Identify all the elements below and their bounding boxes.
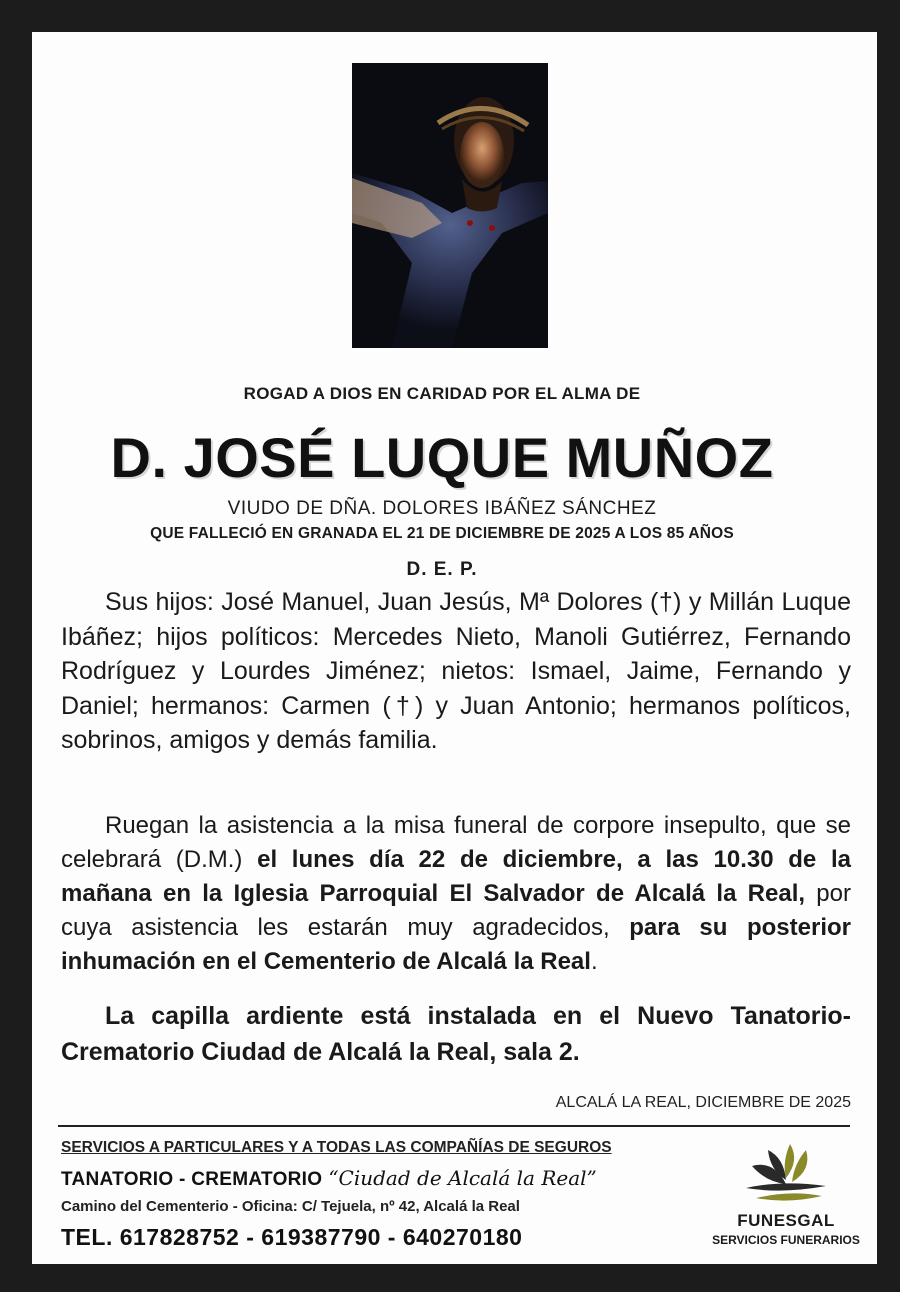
crucifix-image	[352, 63, 548, 348]
services-line: SERVICIOS A PARTICULARES Y A TODAS LAS COMPAÑÍAS DE SEGUROS	[61, 1139, 612, 1156]
phone-numbers: TEL. 617828752 - 619387790 - 640270180	[61, 1224, 523, 1250]
tanatorio-name: “Ciudad de Alcalá la Real”	[328, 1166, 597, 1190]
address-line: Camino del Cementerio - Oficina: C/ Tejuela, nº 42, Alcalá la Real	[61, 1198, 520, 1215]
funeral-date-place: el lunes día 22 de diciembre, a las 10.30 de la mañana en la Iglesia Parroquial El Salvador de Alcalá la Real,	[61, 846, 851, 907]
prayer-heading: ROGAD A DIOS EN CARIDAD POR EL ALMA DE	[243, 384, 641, 403]
family-paragraph: Sus hijos: José Manuel, Juan Jesús, Mª Dolores (†) y Millán Luque Ibáñez; hijos políticos: Mercedes Nieto, Manoli Gutiérrez, Fernando Rodríguez y Lourdes Jiménez; nietos: Ismael, Jaime, Fernando y Daniel; hermanos: Carmen (†) y Juan Antonio; hermanos políticos, sobrinos, amigos y demás familia.	[61, 588, 851, 754]
logo-subtitle: SERVICIOS FUNERARIOS	[712, 1233, 860, 1247]
funeral-text: .	[590, 948, 598, 975]
chapel-paragraph: La capilla ardiente está instalada en el Nuevo Tanatorio-Crematorio Ciudad de Alcalá la Real, sala 2.	[61, 1002, 851, 1066]
funeral-paragraph	[61, 809, 851, 979]
leaves-icon	[742, 1140, 832, 1210]
logo-name: FUNESGAL	[737, 1211, 835, 1230]
deceased-name: D. JOSÉ LUQUE MUÑOZ	[110, 426, 774, 489]
obituary-paper	[32, 32, 877, 1264]
tanatorio-label: TANATORIO - CREMATORIO	[61, 1169, 323, 1190]
widow-line: VIUDO DE DÑA. DOLORES IBÁÑEZ SÁNCHEZ	[227, 498, 657, 519]
funesgal-logo	[706, 1140, 866, 1260]
dep-line: D. E. P.	[406, 559, 478, 580]
burial-text: para su posterior inhumación en el Cementerio de Alcalá la Real	[61, 914, 851, 975]
funeral-text: Ruegan la asistencia a la misa funeral de corpore insepulto, que se celebrará (D.M.)	[61, 812, 851, 873]
funeral-text: por cuya asistencia les estarán muy agradecidos,	[61, 880, 851, 941]
place-date: ALCALÁ LA REAL, DICIEMBRE DE 2025	[555, 1094, 851, 1111]
death-line: QUE FALLECIÓ EN GRANADA EL 21 DE DICIEMBRE DE 2025 A LOS 85 AÑOS	[150, 525, 734, 542]
footer-divider	[58, 1125, 850, 1127]
tanatorio-line	[61, 1166, 597, 1191]
